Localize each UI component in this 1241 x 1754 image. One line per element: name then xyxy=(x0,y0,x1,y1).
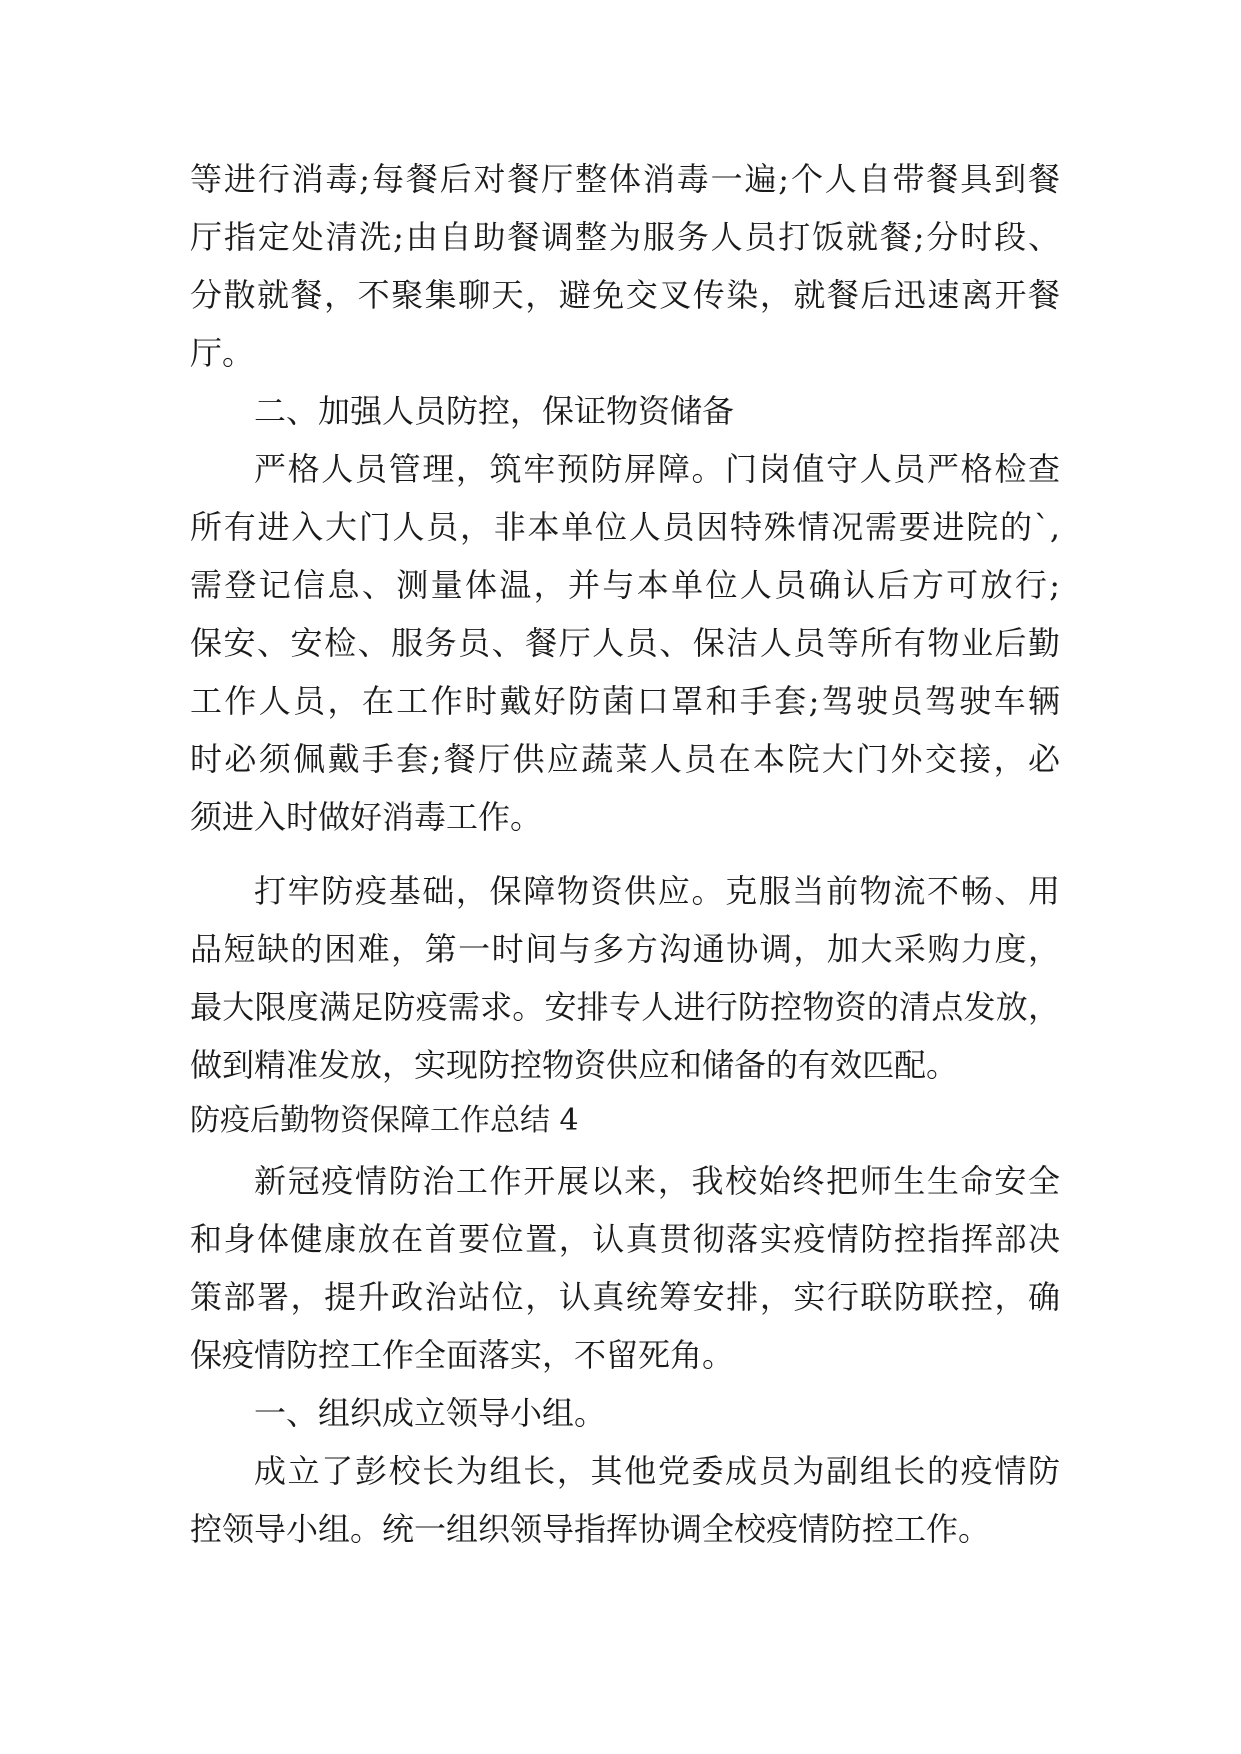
paragraph-line: 和身体健康放在首要位置，认真贯彻落实疫情防控指挥部决 xyxy=(190,1220,1060,1258)
paragraph-line: 分散就餐，不聚集聊天，避免交叉传染，就餐后迅速离开餐 xyxy=(190,276,1060,314)
paragraph-line: 品短缺的困难，第一时间与多方沟通协调，加大采购力度， xyxy=(190,930,1060,968)
paragraph-line: 需登记信息、测量体温，并与本单位人员确认后方可放行; xyxy=(190,566,1060,604)
paragraph-line: 打牢防疫基础，保障物资供应。克服当前物流不畅、用 xyxy=(254,872,1060,910)
paragraph-line: 厅。 xyxy=(190,334,255,372)
paragraph-line: 所有进入大门人员，非本单位人员因特殊情况需要进院的`, xyxy=(190,508,1060,546)
paragraph-line: 保安、安检、服务员、餐厅人员、保洁人员等所有物业后勤 xyxy=(190,624,1060,662)
section-heading: 一、组织成立领导小组。 xyxy=(254,1394,607,1432)
paragraph-line: 严格人员管理，筑牢预防屏障。门岗值守人员严格检查 xyxy=(254,450,1060,488)
paragraph-line: 做到精准发放，实现防控物资供应和储备的有效匹配。 xyxy=(190,1046,959,1084)
paragraph-line: 最大限度满足防疫需求。安排专人进行防控物资的清点发放， xyxy=(190,988,1060,1026)
paragraph-line: 工作人员，在工作时戴好防菌口罩和手套;驾驶员驾驶车辆 xyxy=(190,682,1060,720)
section-heading: 二、加强人员防控，保证物资储备 xyxy=(254,392,735,430)
paragraph-line: 保疫情防控工作全面落实，不留死角。 xyxy=(190,1336,735,1374)
paragraph-line: 时必须佩戴手套;餐厅供应蔬菜人员在本院大门外交接，必 xyxy=(190,740,1060,778)
paragraph-line: 策部署，提升政治站位，认真统筹安排，实行联防联控，确 xyxy=(190,1278,1060,1316)
paragraph-line: 等进行消毒;每餐后对餐厅整体消毒一遍;个人自带餐具到餐 xyxy=(190,160,1060,198)
paragraph-line: 新冠疫情防治工作开展以来，我校始终把师生生命安全 xyxy=(254,1162,1060,1200)
document-title: 防疫后勤物资保障工作总结 4 xyxy=(190,1103,579,1138)
paragraph-line: 成立了彭校长为组长，其他党委成员为副组长的疫情防 xyxy=(254,1452,1060,1490)
paragraph-line: 厅指定处清洗;由自助餐调整为服务人员打饭就餐;分时段、 xyxy=(190,218,1060,256)
paragraph-line: 须进入时做好消毒工作。 xyxy=(190,798,543,836)
paragraph-line: 控领导小组。统一组织领导指挥协调全校疫情防控工作。 xyxy=(190,1510,991,1548)
